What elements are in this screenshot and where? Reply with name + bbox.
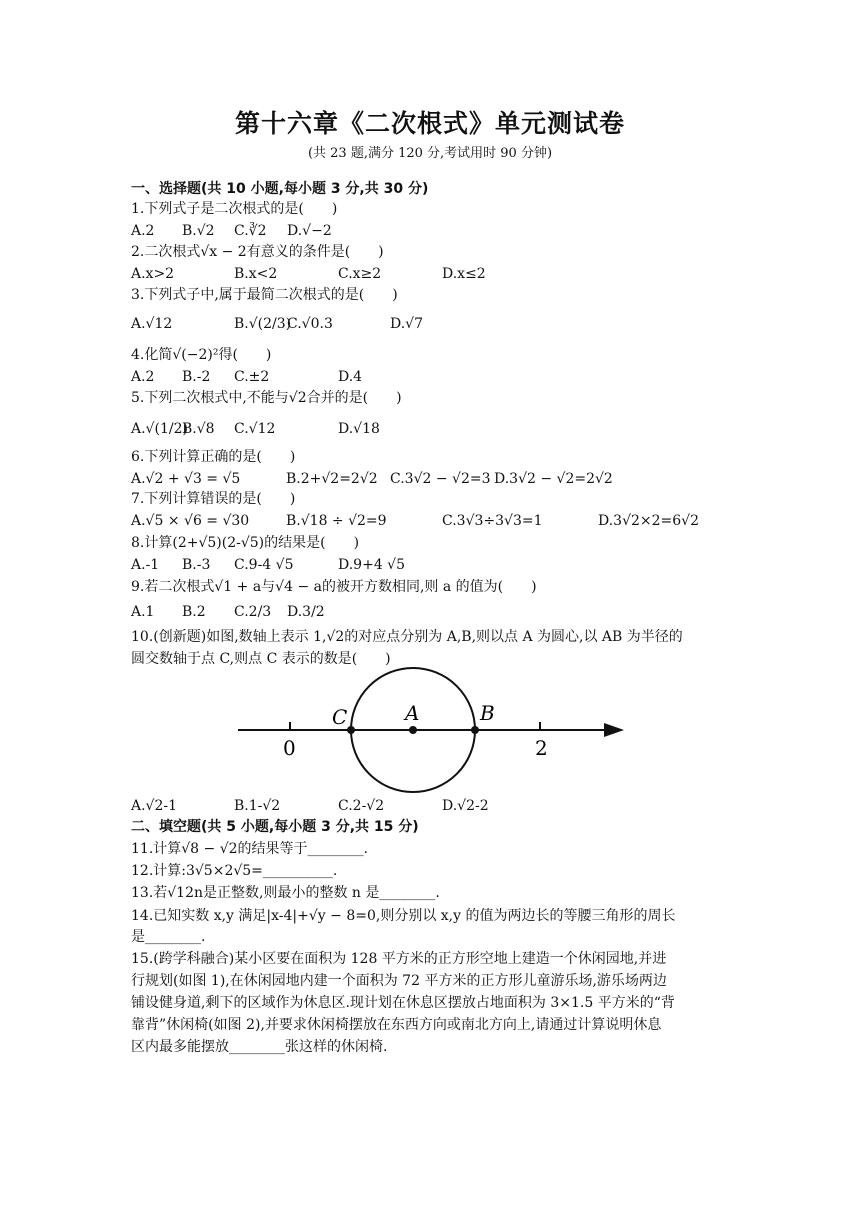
option-a: A.√2 + √3 = √5 (131, 471, 241, 487)
question-12: 12.计算:3√5×2√5=__________. (131, 863, 338, 879)
option-a: A.2 (131, 369, 155, 385)
question-stem: 5.下列二次根式中,不能与√2合并的是( ) (131, 390, 402, 406)
option-b: B.-2 (182, 369, 211, 385)
option-d: D.3√2 − √2=2√2 (494, 471, 613, 487)
point-a (409, 726, 417, 734)
option-b: B.x<2 (234, 266, 278, 282)
section-heading-choice: 一、选择题(共 10 小题,每小题 3 分,共 30 分) (131, 181, 429, 197)
option-a: A.x>2 (131, 266, 175, 282)
page-title: 第十六章《二次根式》单元测试卷 (234, 109, 625, 138)
option-c: C.2/3 (234, 604, 272, 620)
option-d: D.√−2 (287, 223, 332, 239)
option-b: B.√2 (182, 223, 215, 239)
question-stem: 2.二次根式√x − 2有意义的条件是( ) (131, 244, 384, 260)
question-15-line4: 靠背”休闲椅(如图 2),并要求休闲椅摆放在东西方向或南北方向上,请通过计算说明休息 (131, 1017, 662, 1033)
question-stem: 6.下列计算正确的是( ) (131, 449, 296, 465)
option-a: A.2 (131, 223, 155, 239)
page-subtitle: (共 23 题,满分 120 分,考试用时 90 分钟) (307, 146, 553, 161)
tick-label-2: 2 (535, 736, 548, 760)
question-11: 11.计算√8 − √2的结果等于________. (131, 841, 369, 857)
option-c: C.∛2 (234, 223, 267, 239)
tick-label-0: 0 (283, 736, 296, 760)
option-a: A.√12 (131, 316, 173, 332)
question-15-line5: 区内最多能摆放________张这样的休闲椅. (131, 1039, 388, 1055)
question-stem: 3.下列式子中,属于最简二次根式的是( ) (131, 287, 398, 303)
option-d: D.3/2 (287, 604, 325, 620)
question-13: 13.若√12n是正整数,则最小的整数 n 是________. (131, 885, 440, 901)
option-d: D.√18 (338, 421, 380, 437)
question-15: 15.(跨学科融合)某小区要在面积为 128 平方米的正方形空地上建造一个休闲园地,并进 (131, 951, 667, 967)
number-line-figure (232, 662, 632, 794)
question-15-line3: 铺设健身道,剩下的区域作为休息区.现计划在休息区摆放占地面积为 3×1.5 平方米的“背 (131, 995, 675, 1011)
point-b (471, 726, 479, 734)
question-14: 14.已知实数 x,y 满足|x-4|+√y − 8=0,则分别以 x,y 的值为两边长的等腰三角形的周长 (131, 908, 676, 924)
option-a: A.√(1/2) (131, 421, 188, 437)
option-c: C.3√3÷3√3=1 (442, 513, 543, 529)
section-heading-fill: 二、填空题(共 5 小题,每小题 3 分,共 15 分) (131, 819, 419, 835)
option-b: B.2 (182, 604, 206, 620)
option-c: C.2-√2 (338, 798, 385, 814)
option-c: C.√0.3 (287, 316, 333, 332)
option-d: D.9+4 √5 (338, 557, 405, 573)
question-stem: 9.若二次根式√1 + a与√4 − a的被开方数相同,则 a 的值为( ) (131, 579, 537, 595)
label-b: B (480, 701, 495, 725)
option-c: C.±2 (234, 369, 270, 385)
option-a: A.-1 (131, 557, 160, 573)
question-15-line2: 行规划(如图 1),在休闲园地内建一个面积为 72 平方米的正方形儿童游乐场,游乐场两边 (131, 973, 667, 989)
option-a: A.√2-1 (131, 798, 178, 814)
option-d: D.√2-2 (442, 798, 489, 814)
question-14-continued: 是________. (131, 929, 206, 945)
question-stem: 8.计算(2+√5)(2-√5)的结果是( ) (131, 535, 360, 551)
option-c: C.9-4 √5 (234, 557, 294, 573)
option-d: D.4 (338, 369, 363, 385)
option-d: D.√7 (390, 316, 424, 332)
question-stem-continued: 圆交数轴于点 C,则点 C 表示的数是( ) (131, 651, 391, 667)
label-a: A (405, 701, 420, 725)
option-b: B.-3 (182, 557, 211, 573)
question-stem: 4.化简√(−2)²得( ) (131, 347, 272, 363)
question-stem: 1.下列式子是二次根式的是( ) (131, 201, 338, 217)
option-d: D.3√2×2=6√2 (598, 513, 700, 529)
question-stem: 7.下列计算错误的是( ) (131, 491, 296, 507)
option-a: A.√5 × √6 = √30 (131, 513, 250, 529)
option-b: B.√(2/3) (234, 316, 292, 332)
option-c: C.√12 (234, 421, 276, 437)
axis-arrow (604, 723, 624, 737)
option-b: B.2+√2=2√2 (286, 471, 378, 487)
option-c: C.x≥2 (338, 266, 382, 282)
option-d: D.x≤2 (442, 266, 486, 282)
question-stem: 10.(创新题)如图,数轴上表示 1,√2的对应点分别为 A,B,则以点 A 为圆心,以 AB 为半径的 (131, 629, 683, 645)
option-b: B.√18 ÷ √2=9 (286, 513, 387, 529)
option-c: C.3√2 − √2=3 (390, 471, 491, 487)
option-b: B.1-√2 (234, 798, 281, 814)
label-c: C (332, 705, 348, 729)
point-c (347, 726, 355, 734)
option-b: B.√8 (182, 421, 215, 437)
option-a: A.1 (131, 604, 155, 620)
